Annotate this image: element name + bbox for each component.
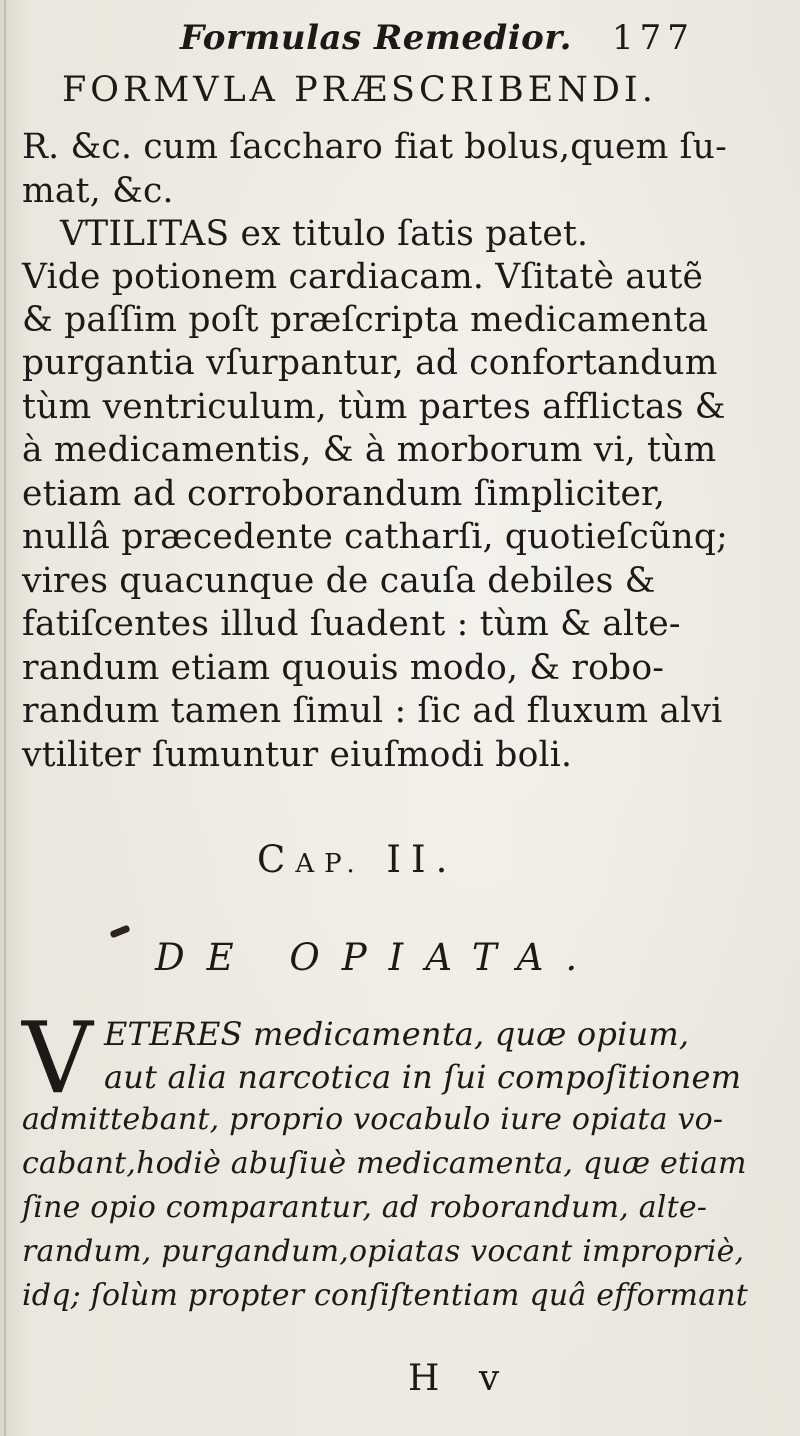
chapter-heading [257,838,457,881]
body-line: randum tamen ſimul : ſic ad fluxum alvi [22,691,723,731]
italic-line: cabant,hodiè abuſiuè medicamenta, quæ etiam [22,1146,747,1181]
italic-line: ETERES medicamenta, quæ opium, [104,1015,690,1053]
catchword: H v [408,1358,514,1399]
chapter-number: II. [386,838,458,881]
body-line: tùm ventriculum, tùm partes afflictas & [22,387,726,427]
chapter-c: C [257,838,296,881]
italic-line: ſine opio comparantur, ad roborandum, alte- [22,1190,708,1225]
chapter-ap: AP. [295,849,365,879]
section-heading: FORMVLA PRÆSCRIBENDI. [62,70,657,110]
body-line: vtiliter ſumuntur eiuſmodi boli. [22,735,573,775]
body-line: nullâ præcedente catharſi, quotieſcũnq; [22,517,728,557]
running-head [0,18,800,68]
italic-line: idq; ſolùm propter conſiſtentiam quâ efformant [22,1278,749,1313]
body-line: R. &c. cum ſaccharo fiat bolus,quem ſu- [22,127,727,167]
page-number: 177 [612,18,695,58]
chapter-title: DE OPIATA. [155,936,600,979]
body-line: purgantia vſurpantur, ad confortandum [22,343,718,383]
body-line: à medicamentis, & à morborum vi, tùm [22,430,717,470]
body-line: Vide potionem cardiacam. Vſitatè autẽ [22,257,704,297]
utilitas-text: VTILITAS ex titulo ſatis patet. [60,214,589,254]
body-line: vires quacunque de cauſa debiles & [22,561,656,601]
body-line: etiam ad corroborandum ſimpliciter, [22,474,666,514]
body-line: randum etiam quouis modo, & robo- [22,648,665,688]
body-line: fatiſcentes illud ſuadent : tùm & alte- [22,604,681,644]
ink-smudge [109,925,130,939]
body-line: mat, &c. [22,171,174,211]
page-gutter-edge [4,0,6,1436]
italic-line: randum, purgandum,opiatas vocant impropriè, [22,1234,745,1269]
italic-line: aut alia narcotica in ſui compoſitionem [104,1058,742,1096]
body-line: & paſſim poſt præſcripta medicamenta [22,300,709,340]
body-line [60,214,588,254]
italic-line: admittebant, proprio vocabulo iure opiata vo- [22,1102,724,1137]
drop-capital: V [22,1002,93,1116]
running-head-title: Formulas Remedior. [180,18,572,58]
